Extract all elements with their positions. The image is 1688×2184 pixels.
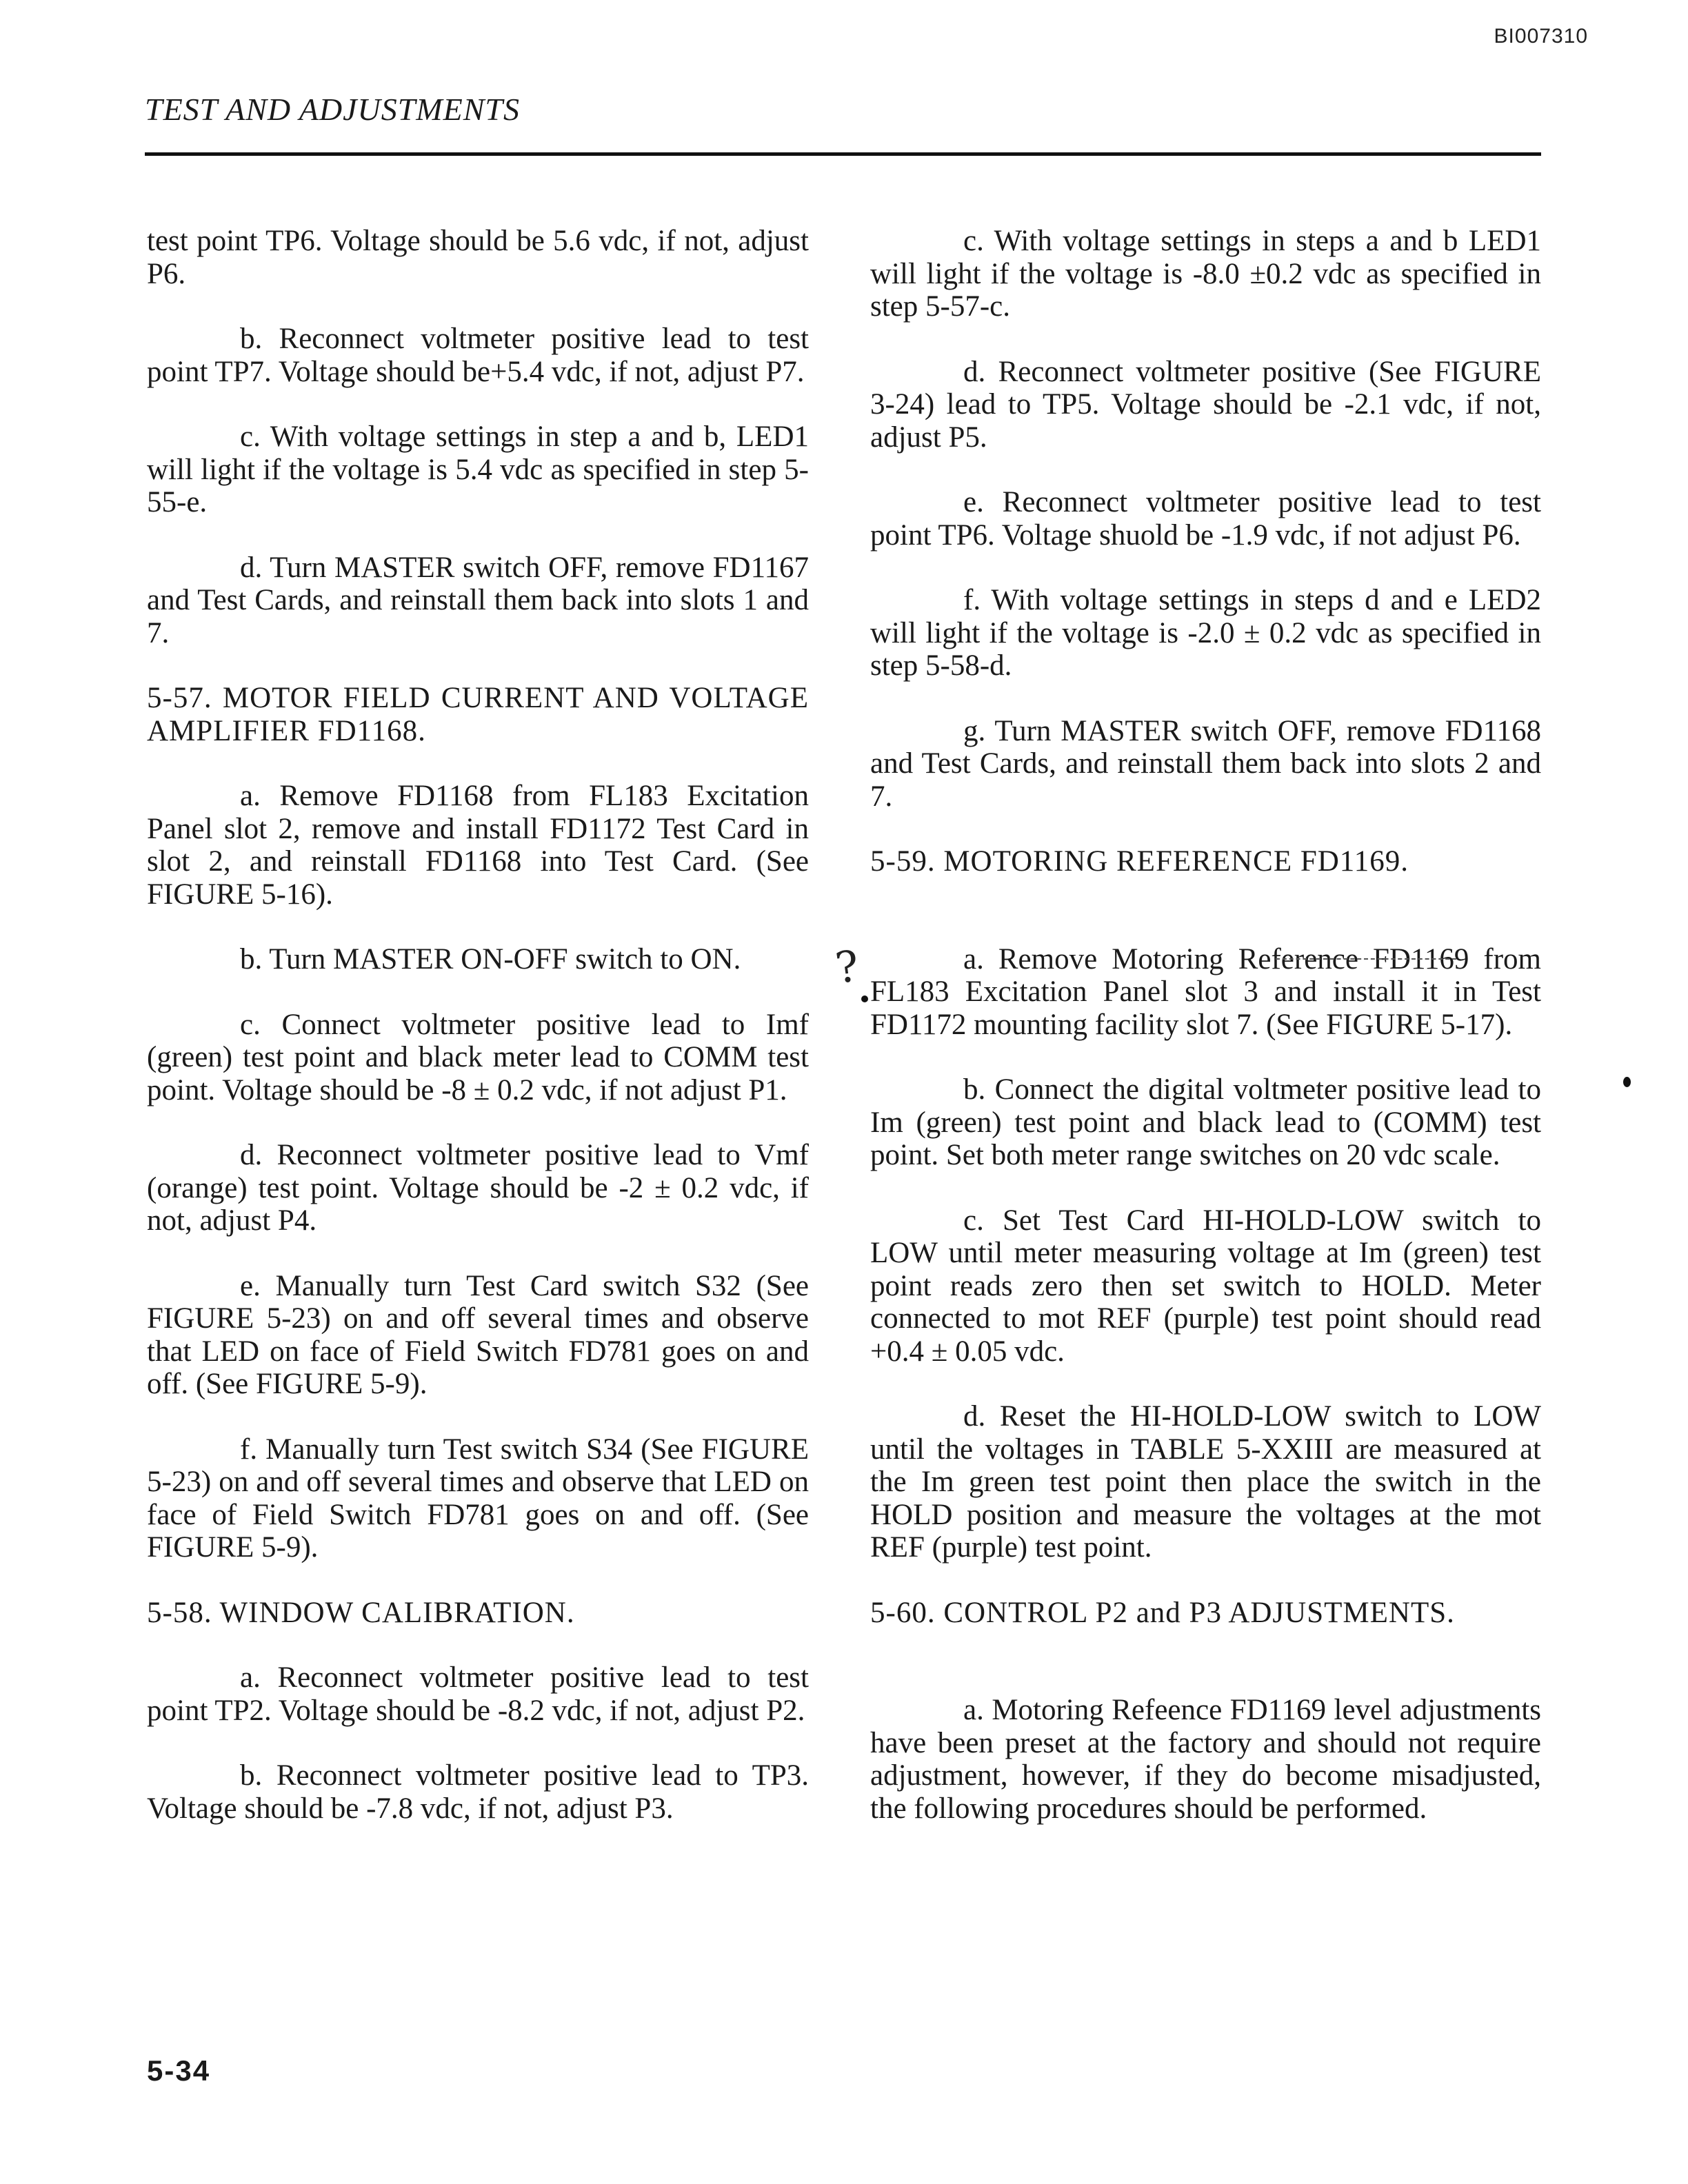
paragraph: b. Reconnect voltmeter positive lead to TP3. Voltage should be -7.8 vdc, if not, adjust P3.: [147, 1759, 809, 1825]
paragraph: e. Reconnect voltmeter positive lead to test point TP6. Voltage shuold be -1.9 vdc, if not adjust P6.: [870, 486, 1541, 552]
paragraph: c. With voltage settings in step a and b, LED1 will light if the voltage is 5.4 vdc as specified in step 5-55-e.: [147, 421, 809, 518]
paragraph: f. With voltage settings in steps d and e LED2 will light if the voltage is -2.0 ± 0.2 vdc as specified in step 5-58-d.: [870, 584, 1541, 682]
paragraph: b. Turn MASTER ON-OFF switch to ON.: [240, 943, 741, 975]
section-heading: 5-58. WINDOW CALIBRATION.: [147, 1596, 575, 1629]
paragraph: d. Reconnect voltmeter positive (See FIGURE 3-24) lead to TP5. Voltage should be -2.1 vdc, if not, adjust P5.: [870, 355, 1541, 454]
paragraph: c. With voltage settings in steps a and b LED1 will light if the voltage is -8.0 ±0.2 vdc as specified in step 5-57-c.: [870, 225, 1541, 323]
paragraph: a. Reconnect voltmeter positive lead to test point TP2. Voltage should be -8.2 vdc, if not, adjust P2.: [147, 1661, 809, 1727]
paragraph: a. Motoring Refeence FD1169 level adjustments have been preset at the factory and should not require adjustment, however, if they do become misadjusted, the following procedures should be performed.: [870, 1694, 1541, 1825]
paragraph: d. Turn MASTER switch OFF, remove FD1167 and Test Cards, and reinstall them back into slots 1 and 7.: [147, 551, 809, 649]
section-heading: 5-60. CONTROL P2 and P3 ADJUSTMENTS.: [870, 1596, 1455, 1629]
section-heading: 5-57. MOTOR FIELD CURRENT AND VOLTAGE AMPLIFIER FD1168.: [147, 682, 809, 747]
paragraph: e. Manually turn Test Card switch S32 (See FIGURE 5-23) on and off several times and observe that LED on face of Field Switch FD781 goes on and off. (See FIGURE 5-9).: [147, 1269, 809, 1400]
paragraph: d. Reconnect voltmeter positive lead to Vmf (orange) test point. Voltage should be -2 ± 0.2 vdc, if not, adjust P4.: [147, 1139, 809, 1237]
right-column: [870, 225, 1541, 1857]
page-number: 5-34: [147, 2054, 211, 2087]
paragraph: test point TP6. Voltage should be 5.6 vdc, if not, adjust P6.: [147, 225, 809, 290]
running-header-title: TEST AND ADJUSTMENTS: [145, 92, 520, 127]
paragraph: d. Reset the HI-HOLD-LOW switch to LOW until the voltages in TABLE 5-XXIII are measured at the Im green test point then place the switch in the HOLD position and measure the voltages at the mot REF (purple) test point.: [870, 1400, 1541, 1564]
handwritten-question-mark: ?: [832, 940, 863, 993]
paragraph: b. Connect the digital voltmeter positive lead to Im (green) test point and black lead to (COMM) test point. Set both meter range switches on 20 vdc scale.: [870, 1073, 1541, 1171]
left-column: [147, 225, 809, 1857]
paragraph: c. Connect voltmeter positive lead to Imf (green) test point and black meter lead to COMM test point. Voltage should be -8 ± 0.2 vdc, if not adjust P1.: [147, 1008, 809, 1106]
section-heading: 5-59. MOTORING REFERENCE FD1169.: [870, 845, 1409, 878]
paragraph: g. Turn MASTER switch OFF, remove FD1168 and Test Cards, and reinstall them back into slots 2 and 7.: [870, 714, 1541, 813]
paragraph: b. Reconnect voltmeter positive lead to test point TP7. Voltage should be+5.4 vdc, if not, adjust P7.: [147, 323, 809, 388]
document-id: BI007310: [1494, 25, 1588, 48]
paragraph: c. Set Test Card HI-HOLD-LOW switch to LOW until meter measuring voltage at Im (green) test point reads zero then set switch to HOLD. Meter connected to mot REF (purple) test point should read +0.4 ± 0.05 vdc.: [870, 1204, 1541, 1368]
header-rule: [145, 152, 1541, 156]
margin-dot-mark: [1623, 1077, 1631, 1087]
scan-dash-mark: [1276, 958, 1456, 960]
margin-dot-mark: [861, 995, 868, 1002]
paragraph: a. Remove Motoring Reference FD1169 from FL183 Excitation Panel slot 3 and install it in Test FD1172 mounting facility slot 7. (See FIGURE 5-17).: [870, 942, 1541, 1041]
paragraph: a. Remove FD1168 from FL183 Excitation Panel slot 2, remove and install FD1172 Test Card in slot 2, and reinstall FD1168 into Test Card. (See FIGURE 5-16).: [147, 780, 809, 911]
paragraph: f. Manually turn Test switch S34 (See FIGURE 5-23) on and off several times and observe that LED on face of Field Switch FD781 goes on and off. (See FIGURE 5-9).: [147, 1433, 809, 1564]
